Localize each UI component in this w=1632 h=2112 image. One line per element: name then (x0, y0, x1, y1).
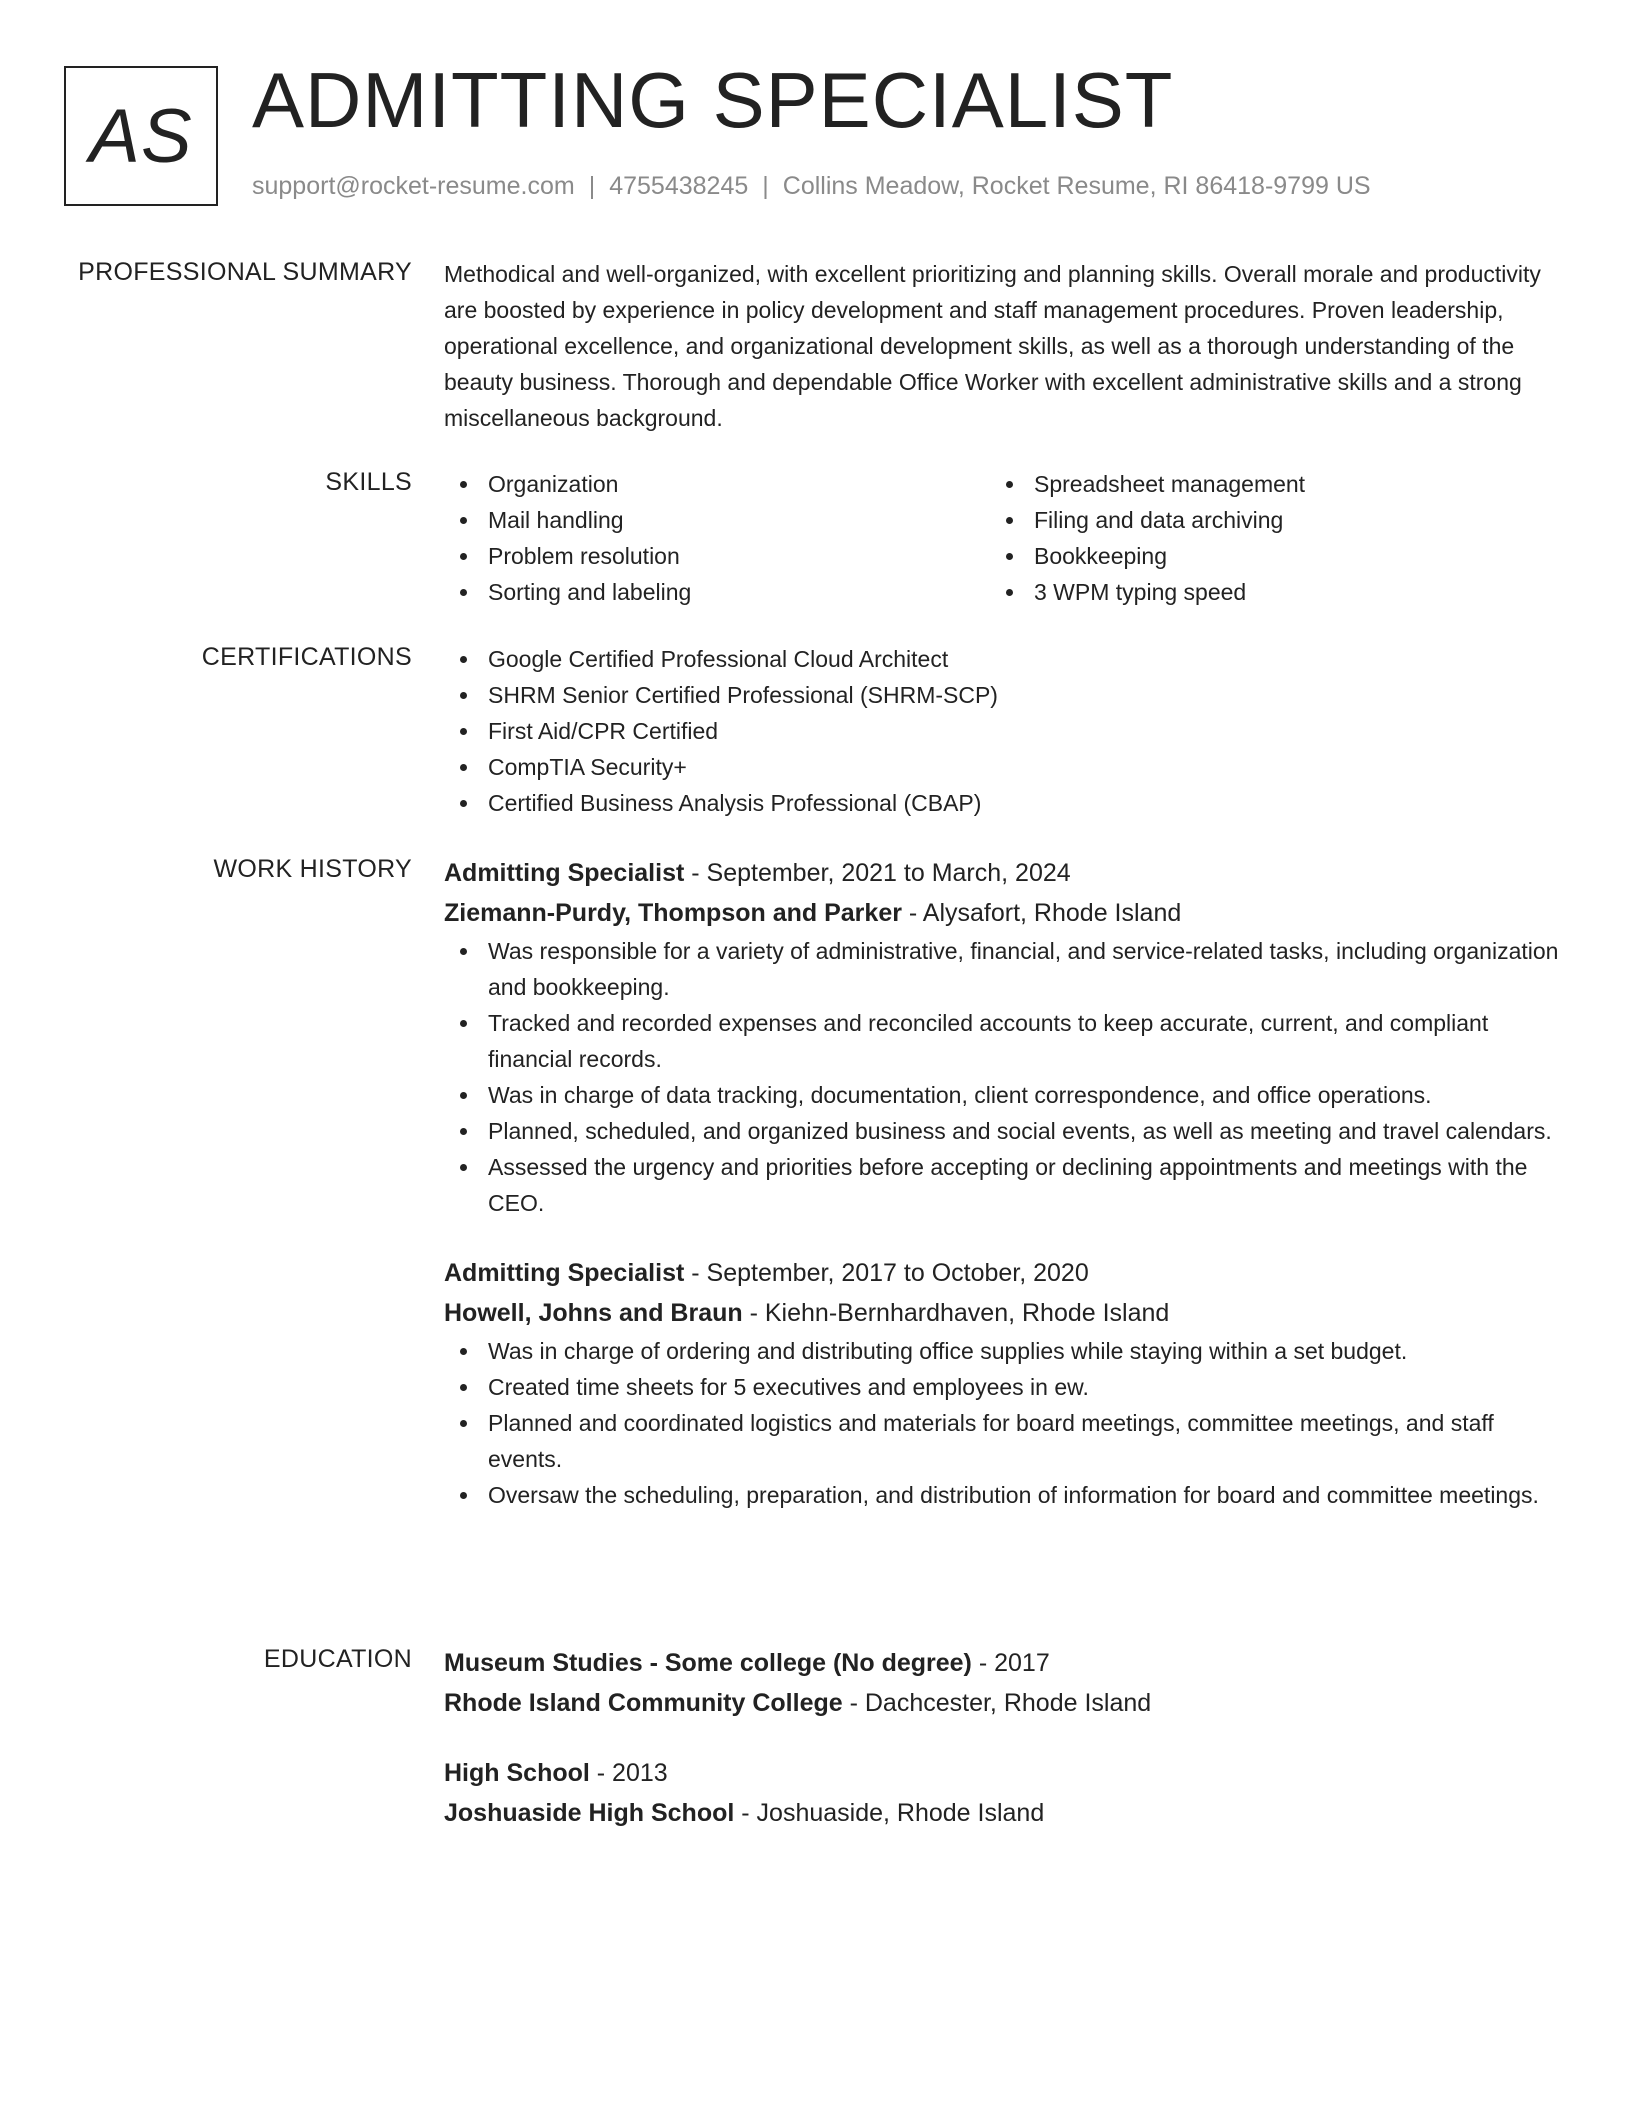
job-location: - Alysafort, Rhode Island (901, 899, 1182, 927)
job-location: - Kiehn-Bernhardhaven, Rhode Island (742, 1299, 1170, 1327)
list-item: Certified Business Analysis Professional (CBAP) (444, 785, 1564, 821)
education-school-line (444, 1683, 1564, 1723)
education-degree: High School (444, 1759, 590, 1787)
list-item: 3 WPM typing speed (990, 574, 1536, 610)
education-body (444, 1643, 1564, 1833)
education-school: Joshuaside High School (444, 1799, 735, 1827)
job-title-line (444, 1253, 1564, 1293)
list-item: Mail handling (444, 502, 990, 538)
list-item: Assessed the urgency and priorities before accepting or declining appointments and meetings with the CEO. (444, 1149, 1564, 1221)
list-item: SHRM Senior Certified Professional (SHRM-SCP) (444, 677, 1564, 713)
contact-separator: | (762, 172, 769, 200)
education-year: - 2017 (971, 1649, 1050, 1677)
education-location: - Joshuaside, Rhode Island (734, 1799, 1045, 1827)
list-item: CompTIA Security+ (444, 749, 1564, 785)
education-entry (444, 1643, 1564, 1723)
job-entry (444, 1253, 1564, 1513)
job-title: Admitting Specialist (444, 859, 685, 887)
list-item: Oversaw the scheduling, preparation, and distribution of information for board and committee meetings. (444, 1477, 1564, 1513)
education-degree: Museum Studies - Some college (No degree) (444, 1649, 972, 1677)
education-degree-line (444, 1643, 1564, 1683)
section-heading-education: EDUCATION (263, 1645, 412, 1673)
education-school: Rhode Island Community College (444, 1689, 843, 1717)
monogram-logo (64, 66, 218, 206)
list-item: Problem resolution (444, 538, 990, 574)
certifications-list (444, 641, 1564, 821)
list-item: Was responsible for a variety of administrative, financial, and service-related tasks, including organization and bookkeeping. (444, 933, 1564, 1005)
job-entry (444, 853, 1564, 1221)
skills-list-right (990, 466, 1536, 610)
list-item: Was in charge of data tracking, documentation, client correspondence, and office operations. (444, 1077, 1564, 1113)
contact-separator: | (588, 172, 596, 200)
summary-text: Methodical and well-organized, with excellent prioritizing and planning skills. Overall morale and productivity are boosted by experience in policy development and staff management procedures. Proven leadership, operational excellence, and organizational development skills, as well as a thorough understanding of the beauty business. Thorough and dependable Office Worker with excellent administrative skills and a strong miscellaneous background. (444, 261, 1541, 431)
job-title-line (444, 853, 1564, 893)
job-company: Ziemann-Purdy, Thompson and Parker (444, 899, 902, 927)
education-degree-line (444, 1753, 1564, 1793)
list-item: Planned and coordinated logistics and materials for board meetings, committee meetings, and staff events. (444, 1405, 1564, 1477)
education-school-line (444, 1793, 1564, 1833)
skills-list-left (444, 466, 990, 610)
list-item: Organization (444, 466, 990, 502)
section-heading-certifications: CERTIFICATIONS (201, 643, 412, 671)
job-dates: - September, 2017 to October, 2020 (684, 1259, 1089, 1287)
work-history-body (444, 853, 1564, 1513)
contact-email: support@rocket-resume.com (252, 172, 575, 200)
section-heading-skills: SKILLS (325, 468, 412, 496)
contact-line (252, 172, 1371, 201)
monogram-text: AS (89, 93, 193, 179)
list-item: Filing and data archiving (990, 502, 1536, 538)
candidate-name: ADMITTING SPECIALIST (252, 56, 1174, 144)
job-dates: - September, 2021 to March, 2024 (684, 859, 1071, 887)
list-item: Created time sheets for 5 executives and employees in ew. (444, 1369, 1564, 1405)
job-company-line (444, 893, 1564, 933)
skills-columns (444, 466, 1564, 610)
list-item: First Aid/CPR Certified (444, 713, 1564, 749)
list-item: Bookkeeping (990, 538, 1536, 574)
list-item: Tracked and recorded expenses and reconciled accounts to keep accurate, current, and compliant financial records. (444, 1005, 1564, 1077)
job-duties-list (444, 933, 1564, 1221)
job-company: Howell, Johns and Braun (444, 1299, 743, 1327)
list-item: Spreadsheet management (990, 466, 1536, 502)
list-item: Google Certified Professional Cloud Architect (444, 641, 1564, 677)
job-company-line (444, 1293, 1564, 1333)
section-heading-work-history: WORK HISTORY (213, 855, 412, 883)
education-year: - 2013 (589, 1759, 668, 1787)
job-title: Admitting Specialist (444, 1259, 685, 1287)
list-item: Planned, scheduled, and organized business and social events, as well as meeting and travel calendars. (444, 1113, 1564, 1149)
education-location: - Dachcester, Rhode Island (842, 1689, 1152, 1717)
education-entry (444, 1753, 1564, 1833)
job-duties-list (444, 1333, 1564, 1513)
list-item: Was in charge of ordering and distributing office supplies while staying within a set budget. (444, 1333, 1564, 1369)
contact-phone: 4755438245 (609, 172, 749, 200)
list-item: Sorting and labeling (444, 574, 990, 610)
section-heading-summary: PROFESSIONAL SUMMARY (78, 258, 412, 286)
contact-address: Collins Meadow, Rocket Resume, RI 86418-9799 US (782, 172, 1371, 200)
